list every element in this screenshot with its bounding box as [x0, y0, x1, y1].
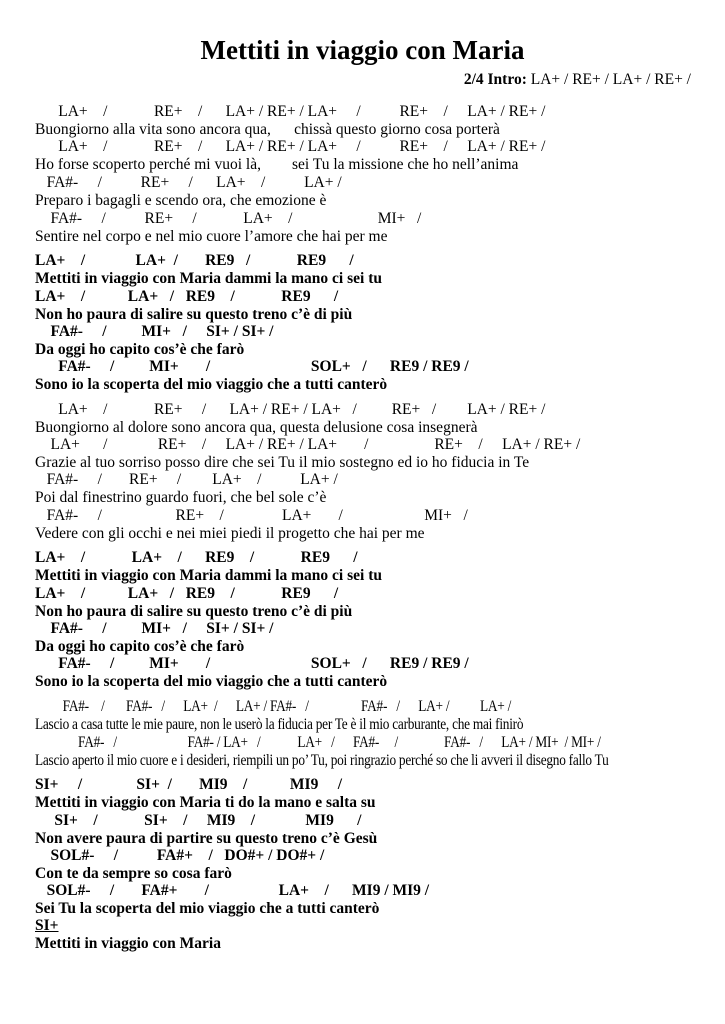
lyric-line: Ho forse scoperto perché mi vuoi là, sei Tu la missione che ho nell’anima — [35, 156, 519, 173]
chord-line: FA#- / RE+ / LA+ / LA+ / — [35, 174, 342, 191]
intro-chords: LA+ / RE+ / LA+ / RE+ / — [526, 71, 691, 88]
chord-line: FA#- / FA#- / LA+ / LA+ / FA#- / FA#- / LA+ / MI+ / MI+ / — [35, 734, 601, 751]
lyric-line: Da oggi ho capito cos’è che farò — [35, 341, 245, 358]
intro-label: 2/4 Intro: — [463, 71, 527, 88]
lyric-line: Buongiorno al dolore sono ancora qua, questa delusione cosa insegnerà — [35, 419, 478, 436]
chord-line: FA#- / MI+ / SOL+ / RE9 / RE9 / — [35, 358, 469, 375]
chord-line: LA+ / RE+ / LA+ / RE+ / LA+ / RE+ / LA+ / RE+ / — [35, 401, 546, 418]
lyric-line: Non ho paura di salire su questo treno c’è di più — [35, 306, 353, 323]
chord-line: LA+ / LA+ / RE9 / RE9 / — [35, 549, 358, 566]
lyric-line: Non ho paura di salire su questo treno c’è di più — [35, 603, 353, 620]
lyric-line: Mettiti in viaggio con Maria ti do la mano e salta su — [35, 794, 376, 811]
chord-line: FA#- / FA#- / LA+ / LA+ / FA#- / FA#- / LA+ / LA+ / — [35, 698, 512, 715]
chord-line: SI+ / SI+ / MI9 / MI9 / — [35, 776, 343, 793]
lyric-line: Mettiti in viaggio con Maria dammi la mano ci sei tu — [35, 270, 382, 287]
lyric-line: Da oggi ho capito cos’è che farò — [35, 638, 245, 655]
chord-line: LA+ / RE+ / LA+ / RE+ / LA+ / RE+ / LA+ / RE+ / — [35, 436, 581, 453]
chord-line: LA+ / LA+ / RE9 / RE9 / — [35, 288, 339, 305]
lyric-line: Lascio aperto il mio cuore e i desideri, riempili un po’ Tu, poi ringrazio perché so che li avveri il disegno fallo Tu — [35, 752, 609, 769]
lyric-line: Mettiti in viaggio con Maria dammi la mano ci sei tu — [35, 567, 382, 584]
lyric-line: Lascio a casa tutte le mie paure, non le userò la fiducia per Te è il mio carburante, che mai finirò — [35, 716, 524, 733]
lyric-line: Con te da sempre so cosa farò — [35, 865, 232, 882]
chord-line: FA#- / MI+ / SI+ / SI+ / — [35, 620, 274, 637]
lyric-line: Buongiorno alla vita sono ancora qua, chissà questo giorno cosa porterà — [35, 121, 500, 138]
chord-line: SI+ — [35, 917, 59, 934]
lyric-line: Mettiti in viaggio con Maria — [35, 935, 221, 952]
intro-line — [464, 70, 691, 90]
chord-line: LA+ / RE+ / LA+ / RE+ / LA+ / RE+ / LA+ / RE+ / — [35, 103, 546, 120]
chord-line: FA#- / RE+ / LA+ / MI+ / — [35, 507, 468, 524]
lyric-line: Vedere con gli occhi e nei miei piedi il progetto che hai per me — [35, 525, 425, 542]
chord-line: SOL#- / FA#+ / DO#+ / DO#+ / — [35, 847, 325, 864]
song-title: Mettiti in viaggio con Maria — [200, 35, 525, 65]
lyric-line: Sono io la scoperta del mio viaggio che a tutti canterò — [35, 673, 388, 690]
chord-line: LA+ / LA+ / RE9 / RE9 / — [35, 252, 354, 269]
lyric-line: Sono io la scoperta del mio viaggio che a tutti canterò — [35, 376, 388, 393]
chord-line: LA+ / LA+ / RE9 / RE9 / — [35, 585, 339, 602]
lyric-line: Grazie al tuo sorriso posso dire che sei Tu il mio sostegno ed io ho fiducia in Te — [35, 454, 530, 471]
chord-line: FA#- / RE+ / LA+ / MI+ / — [35, 210, 422, 227]
lyric-line: Sentire nel corpo e nel mio cuore l’amore che hai per me — [35, 228, 388, 245]
chord-line: FA#- / MI+ / SOL+ / RE9 / RE9 / — [35, 655, 469, 672]
lyric-line: Non avere paura di partire su questo treno c’è Gesù — [35, 830, 378, 847]
lyric-line: Sei Tu la scoperta del mio viaggio che a tutti canterò — [35, 900, 380, 917]
chord-line: LA+ / RE+ / LA+ / RE+ / LA+ / RE+ / LA+ / RE+ / — [35, 138, 546, 155]
chord-line: FA#- / RE+ / LA+ / LA+ / — [35, 471, 338, 488]
lyric-line: Poi dal finestrino guardo fuori, che bel sole c’è — [35, 489, 327, 506]
lyric-line: Preparo i bagagli e scendo ora, che emozione è — [35, 192, 327, 209]
chord-line: FA#- / MI+ / SI+ / SI+ / — [35, 323, 274, 340]
chord-line: SI+ / SI+ / MI9 / MI9 / — [35, 812, 362, 829]
chord-line: SOL#- / FA#+ / LA+ / MI9 / MI9 / — [35, 882, 430, 899]
